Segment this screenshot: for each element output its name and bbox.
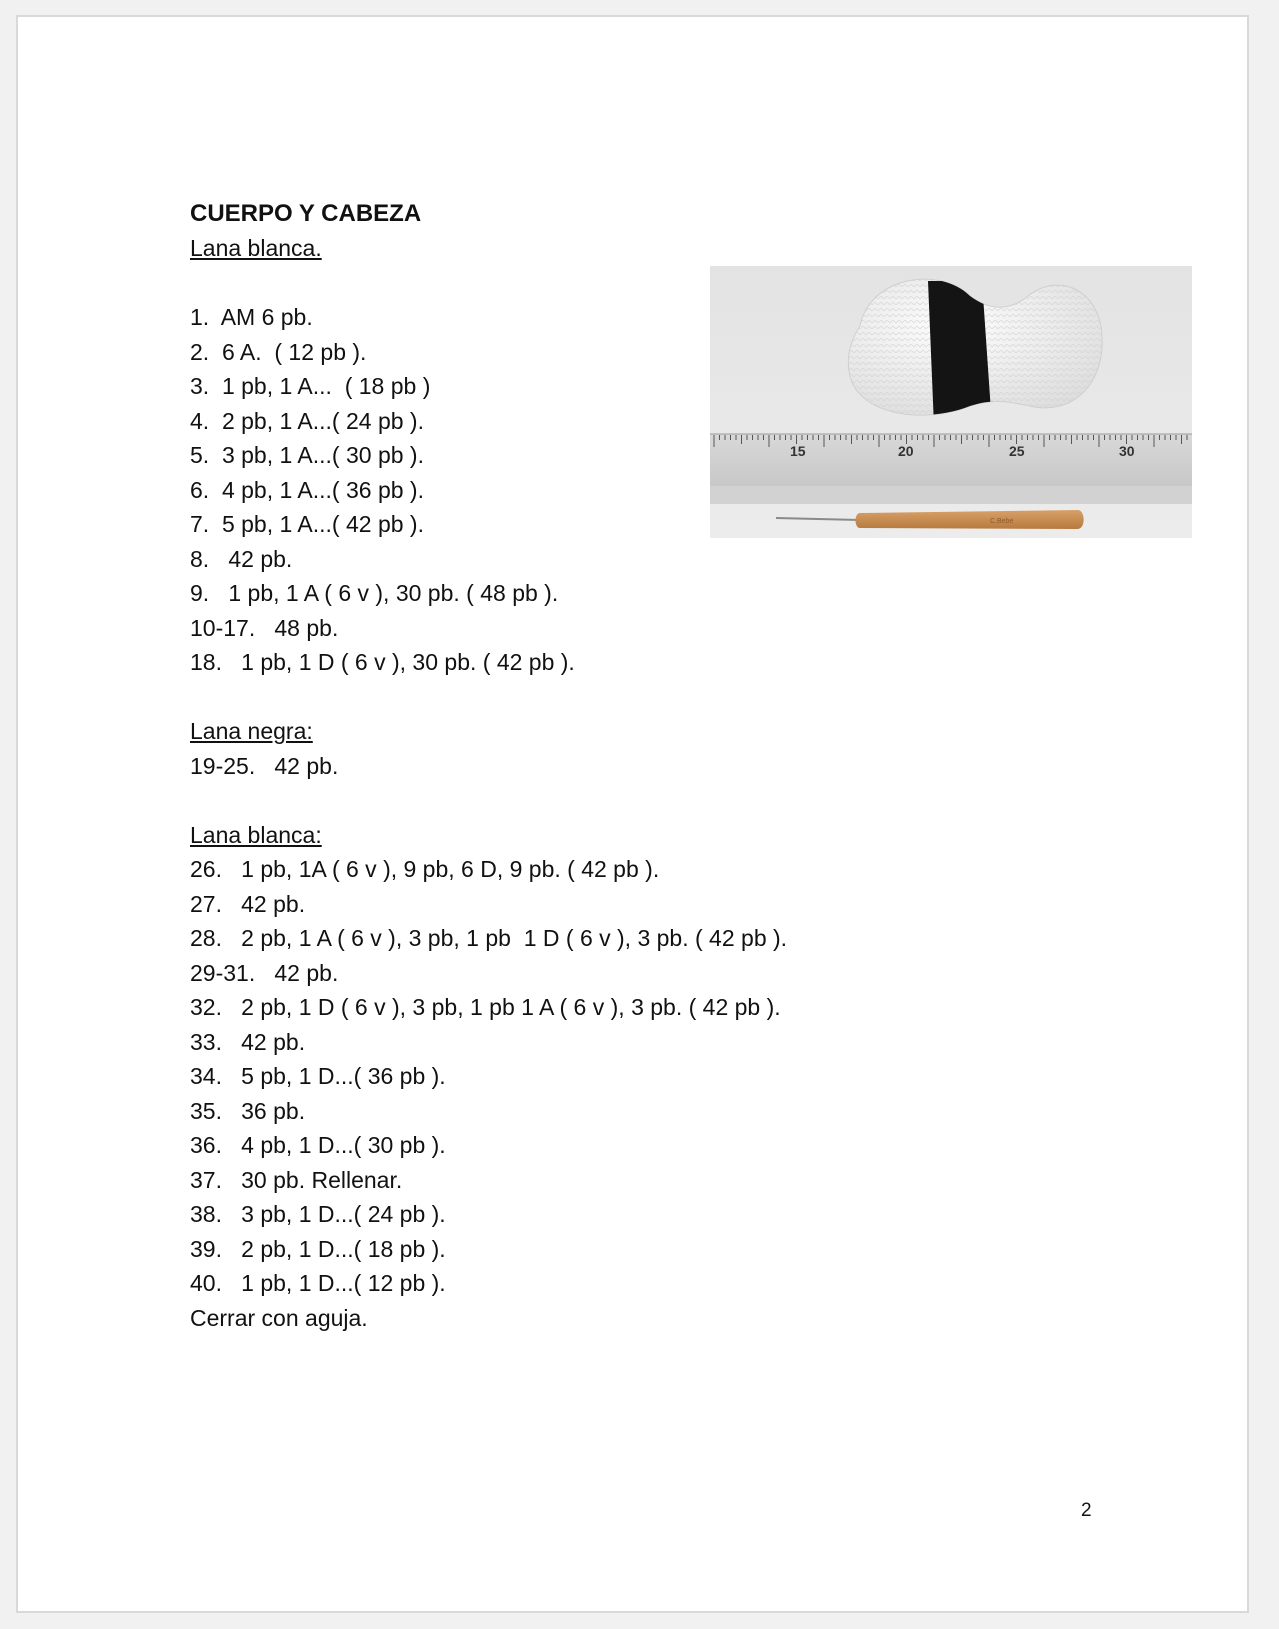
document-page — [16, 15, 1249, 1613]
pattern-row: 2. 6 A. ( 12 pb ). — [190, 338, 367, 365]
ruler-number: 15 — [790, 443, 806, 459]
pattern-row: 18. 1 pb, 1 D ( 6 v ), 30 pb. ( 42 pb ). — [190, 649, 575, 675]
page-number: 2 — [1081, 1500, 1092, 1521]
section-label-white-1: Lana blanca. — [190, 235, 322, 261]
pattern-row: 37. 30 pb. Rellenar. — [190, 1166, 403, 1193]
ruler-number: 30 — [1119, 443, 1135, 459]
section-rows-white-2 — [190, 852, 1070, 1301]
pattern-row: 19-25. 42 pb. — [190, 752, 339, 779]
pattern-row: 29-31. 42 pb. — [190, 959, 339, 986]
hook-label: C.Bebe — [990, 518, 1014, 525]
pattern-row: 1. AM 6 pb. — [190, 304, 313, 330]
pattern-row: 34. 5 pb, 1 D...( 36 pb ). — [190, 1063, 446, 1089]
pattern-row: 33. 42 pb. — [190, 1028, 306, 1055]
pattern-row: 26. 1 pb, 1A ( 6 v ), 9 pb, 6 D, 9 pb. ( 42 pb ). — [190, 856, 660, 882]
pattern-row: 4. 2 pb, 1 A...( 24 pb ). — [190, 407, 424, 434]
pattern-row: 7. 5 pb, 1 A...( 42 pb ). — [190, 511, 424, 537]
ruler-number: 20 — [898, 443, 914, 459]
pattern-row: 3. 1 pb, 1 A... ( 18 pb ) — [190, 373, 431, 399]
page-title: CUERPO Y CABEZA — [190, 200, 422, 227]
pattern-row: 27. 42 pb. — [190, 890, 306, 917]
pattern-row: 10-17. 48 pb. — [190, 614, 339, 641]
pattern-row: 38. 3 pb, 1 D...( 24 pb ). — [190, 1201, 446, 1227]
pattern-row: 36. 4 pb, 1 D...( 30 pb ). — [190, 1132, 446, 1158]
pattern-row: 6. 4 pb, 1 A...( 36 pb ). — [190, 476, 424, 503]
pattern-row: 40. 1 pb, 1 D...( 12 pb ). — [190, 1270, 446, 1296]
pattern-row: 35. 36 pb. — [190, 1097, 306, 1124]
section-label-black: Lana negra: — [190, 718, 313, 744]
pattern-row: 8. 42 pb. — [190, 545, 293, 572]
pattern-row: 39. 2 pb, 1 D...( 18 pb ). — [190, 1235, 446, 1262]
section-label-white-2: Lana blanca: — [190, 821, 322, 848]
pattern-row: 5. 3 pb, 1 A...( 30 pb ). — [190, 442, 424, 468]
pattern-row: 32. 2 pb, 1 D ( 6 v ), 3 pb, 1 pb 1 A ( 6 v ), 3 pb. ( 42 pb ). — [190, 994, 781, 1020]
product-photo — [710, 266, 1192, 538]
pattern-row: 28. 2 pb, 1 A ( 6 v ), 3 pb, 1 pb 1 D ( 6 v ), 3 pb. ( 42 pb ). — [190, 925, 788, 951]
closing-instruction: Cerrar con aguja. — [190, 1304, 368, 1331]
ruler-icon — [710, 434, 1192, 504]
ruler-number: 25 — [1009, 443, 1025, 459]
pattern-row: 9. 1 pb, 1 A ( 6 v ), 30 pb. ( 48 pb ). — [190, 580, 559, 606]
